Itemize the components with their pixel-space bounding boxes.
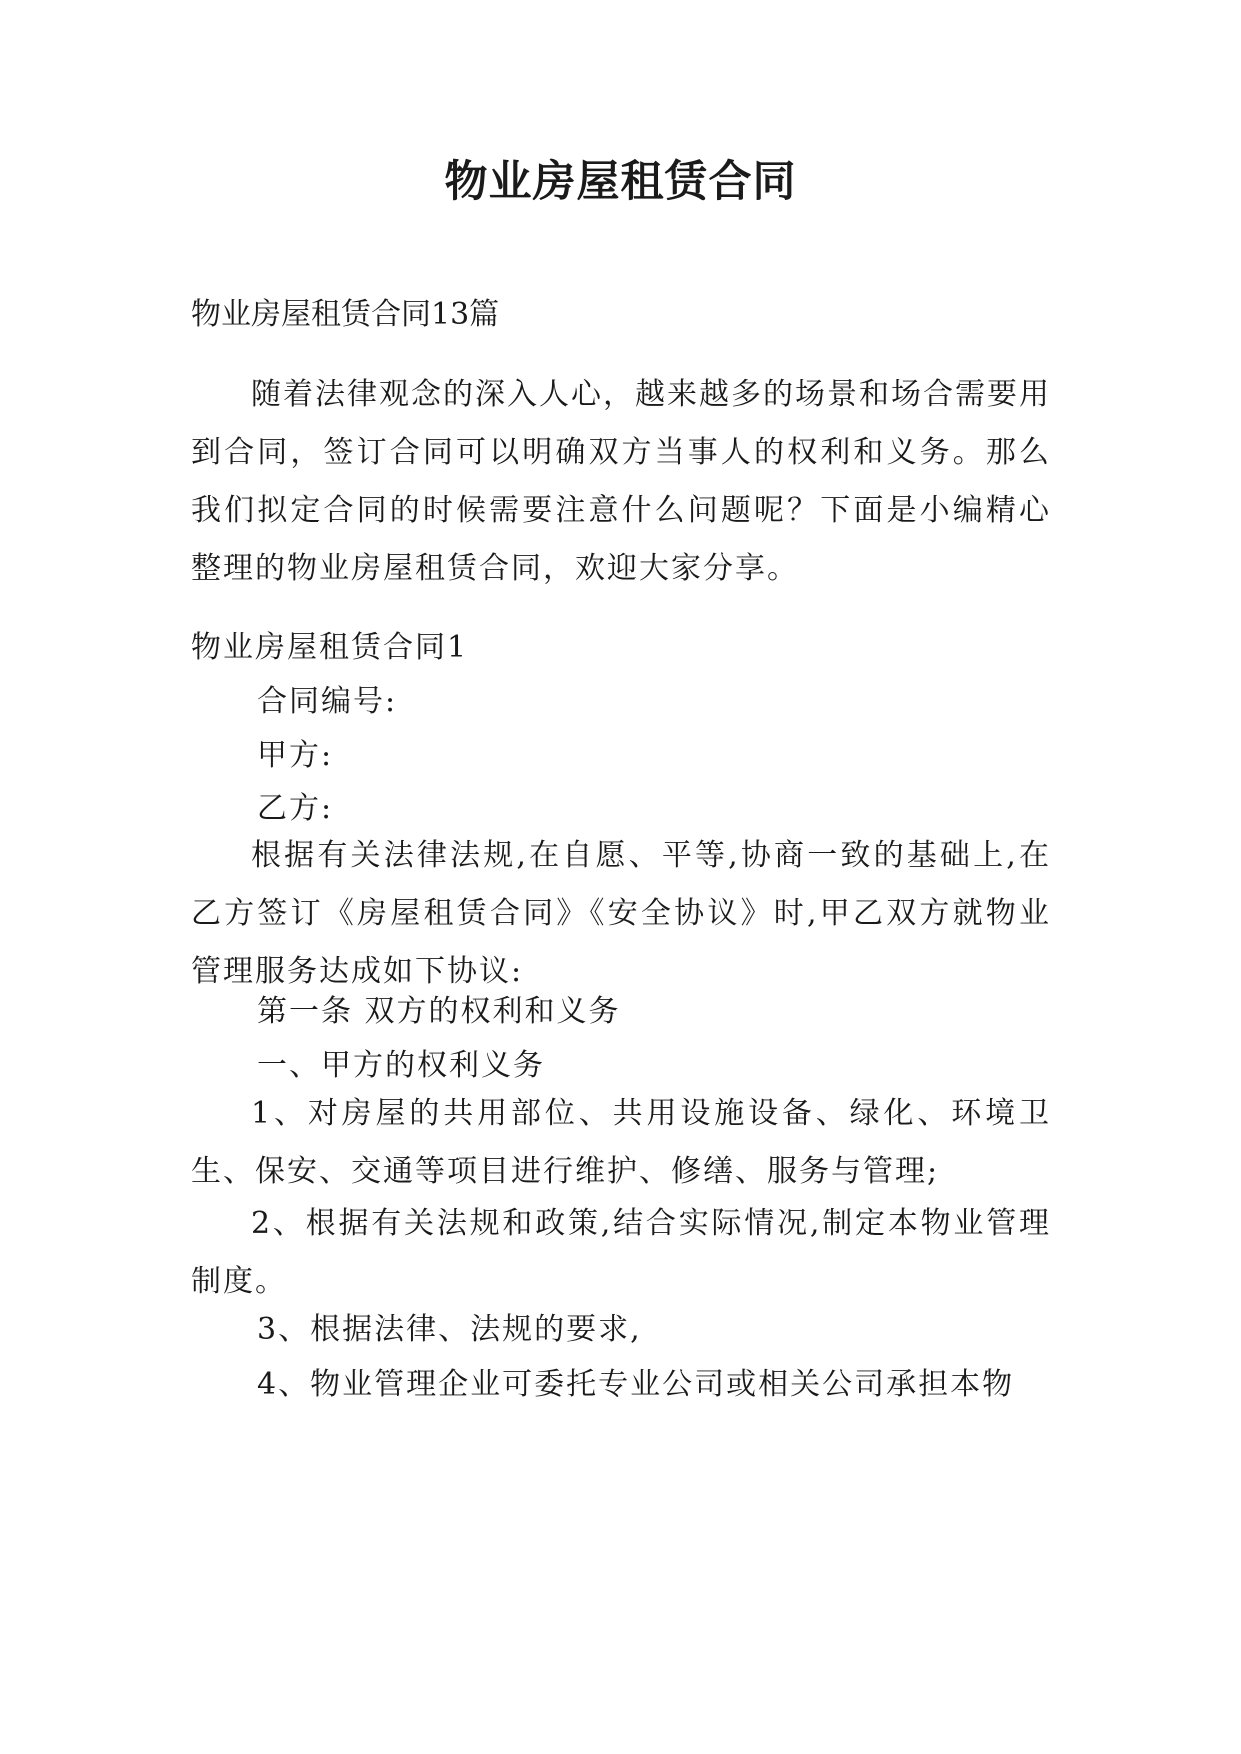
article-heading: 第一条 双方的权利和义务 [257,994,621,1029]
intro-paragraph: 随着法律观念的深入人心，越来越多的场景和场合需要用到合同，签订合同可以明确双方当事人的权利和义务。那么我们拟定合同的时候需要注意什么问题呢？下面是小编精心整理的物业房屋租赁合同，欢迎大家分享。 [191,377,1051,586]
clause-item-4: 4、物业管理企业可委托专业公司或相关公司承担本物 [257,1367,1015,1402]
contract-number-label: 合同编号: [257,684,398,719]
party-b-label: 乙方: [257,791,334,826]
clause-item-3: 3、根据法律、法规的要求, [257,1312,642,1347]
clause-item-2: 2、根据有关法规和政策,结合实际情况,制定本物业管理制度。 [191,1206,1051,1299]
document-subtitle: 物业房屋租赁合同13篇 [191,297,500,332]
section-heading: 物业房屋租赁合同1 [191,630,469,665]
part-heading: 一、甲方的权利义务 [257,1048,545,1083]
clause-item-1: 1、对房屋的共用部位、共用设施设备、绿化、环境卫生、保安、交通等项目进行维护、修缮、服务与管理; [191,1096,1051,1189]
preamble-paragraph: 根据有关法律法规,在自愿、平等,协商一致的基础上,在乙方签订《房屋租赁合同》《安全协议》时,甲乙双方就物业管理服务达成如下协议: [191,838,1051,989]
document-title: 物业房屋租赁合同 [444,157,797,207]
party-a-label: 甲方: [257,738,334,773]
